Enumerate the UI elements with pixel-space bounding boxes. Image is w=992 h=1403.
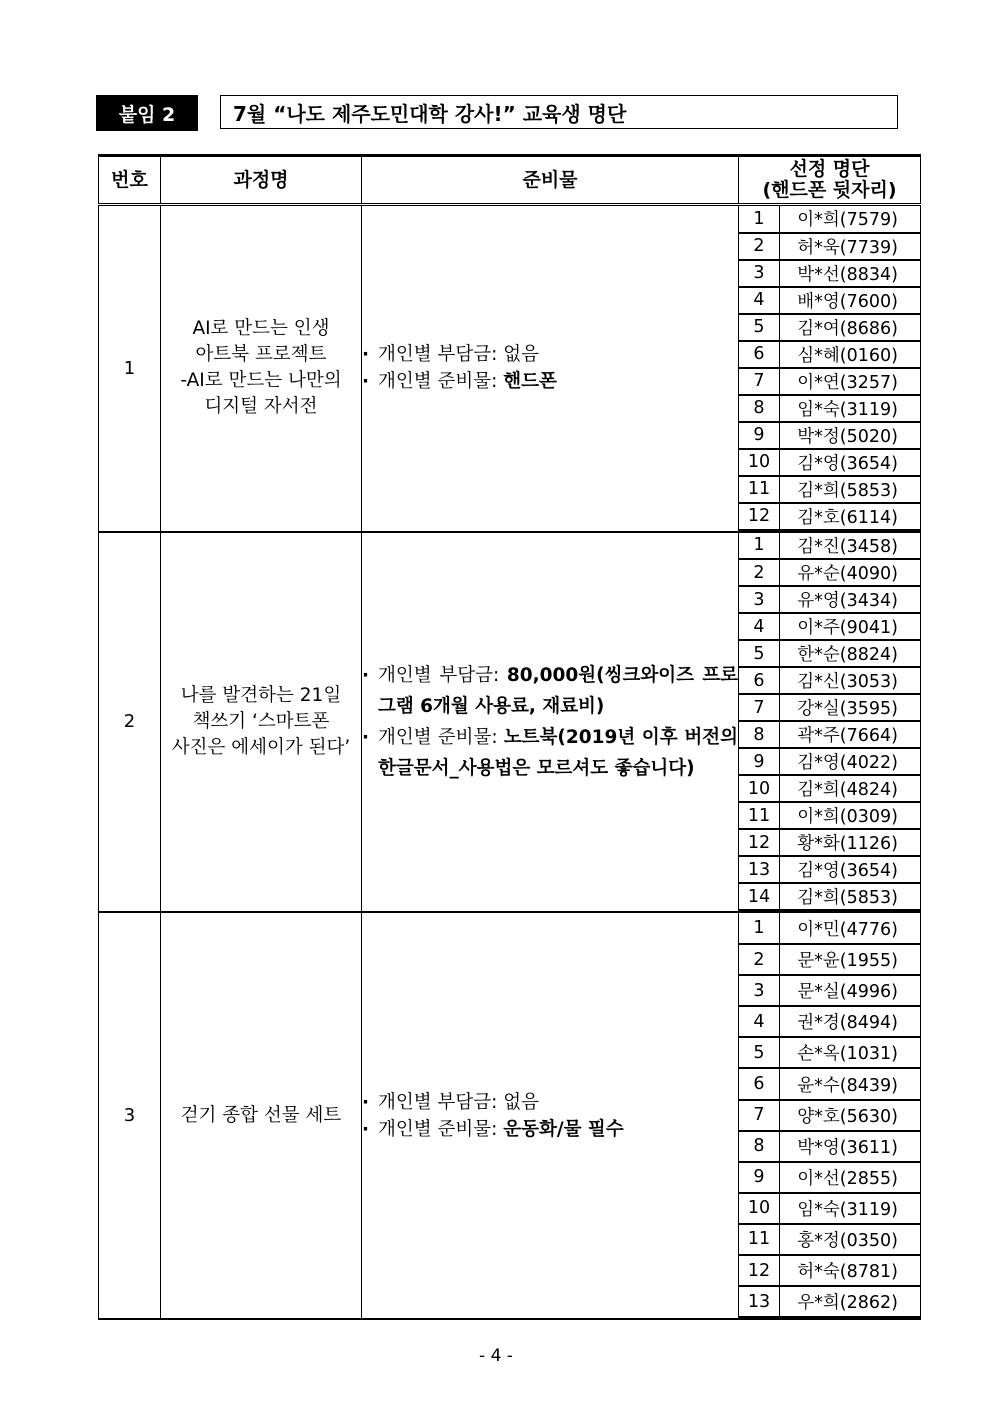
list-name: 배*영(7600) [780, 287, 921, 314]
list-name: 허*욱(7739) [780, 233, 921, 260]
page-number: - 4 - [479, 1346, 513, 1366]
list-index: 3 [739, 260, 780, 287]
course-line: 걷기 종합 선물 세트 [180, 1104, 342, 1126]
list-item [739, 559, 920, 586]
selected-table [739, 206, 920, 531]
list-index: 5 [739, 640, 780, 667]
trainee-table [98, 154, 921, 1320]
supply-value-bold: 노트북(2019년 이후 버전의 한글문서_사용법은 모르셔도 좋습니다) [378, 726, 738, 779]
list-item [739, 449, 920, 476]
list-name: 김*영(4022) [780, 748, 921, 775]
list-index: 12 [739, 829, 780, 856]
list-item [739, 1100, 920, 1131]
list-index: 13 [739, 856, 780, 883]
list-item [739, 586, 920, 613]
supply-value: 없음 [503, 1091, 539, 1113]
supply-label: 개인별 준비물: [378, 726, 504, 748]
list-item [739, 1255, 920, 1286]
list-index: 4 [739, 1006, 780, 1037]
supply-item [362, 660, 738, 722]
course-line: 책쓰기 ‘스마트폰 [192, 710, 330, 732]
list-name: 문*실(4996) [780, 975, 921, 1006]
list-item [739, 613, 920, 640]
list-item [739, 395, 920, 422]
list-index: 2 [739, 944, 780, 975]
supplies [362, 912, 739, 1319]
header-selected-title: 선정 명단 [789, 158, 870, 181]
list-name: 우*희(2862) [780, 1286, 921, 1317]
list-index: 12 [739, 1255, 780, 1286]
list-item [739, 775, 920, 802]
list-name: 김*희(4824) [780, 775, 921, 802]
row-number: 2 [99, 532, 161, 913]
list-item [739, 368, 920, 395]
list-index: 9 [739, 1162, 780, 1193]
list-index: 7 [739, 368, 780, 395]
selected-table [739, 533, 920, 912]
page-title: 7월 “나도 제주도민대학 강사!” 교육생 명단 [220, 95, 898, 129]
list-index: 11 [739, 476, 780, 503]
list-item [739, 233, 920, 260]
list-item [739, 314, 920, 341]
course-name [161, 205, 362, 532]
list-item [739, 883, 920, 910]
header-course: 과정명 [161, 156, 362, 205]
list-item [739, 667, 920, 694]
list-name: 김*호(6114) [780, 503, 921, 530]
list-item [739, 1006, 920, 1037]
list-item [739, 1162, 920, 1193]
list-name: 양*호(5630) [780, 1100, 921, 1131]
course-name [161, 912, 362, 1319]
list-index: 7 [739, 1100, 780, 1131]
list-name: 손*옥(1031) [780, 1037, 921, 1068]
list-name: 황*화(1126) [780, 829, 921, 856]
table-row [99, 912, 921, 1319]
list-item [739, 913, 920, 944]
header-supplies: 준비물 [362, 156, 739, 205]
list-name: 한*순(8824) [780, 640, 921, 667]
row-number: 3 [99, 912, 161, 1319]
list-index: 7 [739, 694, 780, 721]
row-number: 1 [99, 205, 161, 532]
course-line: AI로 만드는 인생 [192, 318, 330, 340]
list-item [739, 341, 920, 368]
list-index: 2 [739, 559, 780, 586]
list-name: 박*선(8834) [780, 260, 921, 287]
attachment-tag: 붙임 2 [96, 95, 198, 131]
list-name: 김*신(3053) [780, 667, 921, 694]
list-index: 12 [739, 503, 780, 530]
supply-label: 개인별 부담금: [378, 1091, 504, 1113]
list-name: 곽*주(7664) [780, 721, 921, 748]
list-item [739, 422, 920, 449]
list-index: 2 [739, 233, 780, 260]
supply-label: 개인별 준비물: [378, 1118, 504, 1140]
list-index: 6 [739, 667, 780, 694]
list-item [739, 206, 920, 233]
list-item [739, 1131, 920, 1162]
selected-list [739, 205, 921, 532]
list-index: 5 [739, 314, 780, 341]
supply-value-bold: 운동화/물 필수 [503, 1118, 624, 1140]
list-index: 4 [739, 613, 780, 640]
list-index: 14 [739, 883, 780, 910]
list-item [739, 944, 920, 975]
supply-value-bold: 핸드폰 [503, 371, 557, 393]
list-name: 이*선(2855) [780, 1162, 921, 1193]
list-name: 윤*수(8439) [780, 1068, 921, 1099]
list-index: 3 [739, 586, 780, 613]
list-index: 1 [739, 913, 780, 944]
table-row [99, 205, 921, 532]
list-name: 홍*정(0350) [780, 1224, 921, 1255]
list-name: 이*민(4776) [780, 913, 921, 944]
course-line: -AI로 만드는 나만의 [180, 370, 342, 392]
selected-list [739, 912, 921, 1319]
selected-list [739, 532, 921, 913]
table-header-row [99, 156, 921, 205]
list-item [739, 975, 920, 1006]
list-index: 8 [739, 721, 780, 748]
header-selected-sub: (핸드폰 뒷자리) [762, 179, 897, 201]
list-item [739, 260, 920, 287]
list-name: 박*정(5020) [780, 422, 921, 449]
list-index: 9 [739, 748, 780, 775]
list-index: 6 [739, 1068, 780, 1099]
list-item [739, 503, 920, 530]
list-name: 허*숙(8781) [780, 1255, 921, 1286]
list-name: 박*영(3611) [780, 1131, 921, 1162]
supply-label: 개인별 부담금: [378, 344, 504, 366]
list-index: 10 [739, 1193, 780, 1224]
list-index: 9 [739, 422, 780, 449]
list-name: 이*주(9041) [780, 613, 921, 640]
list-item [739, 1068, 920, 1099]
list-item [739, 694, 920, 721]
list-item [739, 829, 920, 856]
list-name: 김*희(5853) [780, 476, 921, 503]
list-index: 11 [739, 1224, 780, 1255]
list-item [739, 640, 920, 667]
list-item [739, 748, 920, 775]
course-line: 아트북 프로젝트 [195, 344, 327, 366]
list-item [739, 287, 920, 314]
supply-value-bold: 80,000원(씽크와이즈 프로그램 6개월 사용료, 재료비) [378, 664, 738, 717]
list-name: 김*진(3458) [780, 533, 921, 560]
supply-item [362, 722, 738, 784]
supplies [362, 532, 739, 913]
list-item [739, 476, 920, 503]
list-name: 문*윤(1955) [780, 944, 921, 975]
list-index: 5 [739, 1037, 780, 1068]
list-item [739, 856, 920, 883]
course-name [161, 532, 362, 913]
list-name: 이*희(7579) [780, 206, 921, 233]
supply-item [362, 1089, 738, 1116]
list-index: 8 [739, 1131, 780, 1162]
supply-label: 개인별 부담금: [378, 664, 507, 686]
header-number: 번호 [99, 156, 161, 205]
supplies [362, 205, 739, 532]
supply-item [362, 368, 738, 395]
list-name: 강*실(3595) [780, 694, 921, 721]
selected-table [739, 913, 920, 1318]
list-index: 10 [739, 775, 780, 802]
list-name: 유*영(3434) [780, 586, 921, 613]
list-index: 1 [739, 533, 780, 560]
list-item [739, 1224, 920, 1255]
list-index: 4 [739, 287, 780, 314]
course-line: 나를 발견하는 21일 [180, 684, 342, 706]
list-index: 6 [739, 341, 780, 368]
list-index: 8 [739, 395, 780, 422]
table-row [99, 532, 921, 913]
supply-value: 없음 [503, 344, 539, 366]
list-item [739, 1193, 920, 1224]
list-item [739, 721, 920, 748]
list-name: 임*숙(3119) [780, 395, 921, 422]
list-name: 김*희(5853) [780, 883, 921, 910]
course-line: 사진은 에세이가 된다’ [171, 736, 351, 758]
supply-label: 개인별 준비물: [378, 371, 504, 393]
list-name: 임*숙(3119) [780, 1193, 921, 1224]
course-line: 디지털 자서전 [204, 396, 318, 418]
list-name: 김*여(8686) [780, 314, 921, 341]
list-name: 이*희(0309) [780, 802, 921, 829]
list-item [739, 802, 920, 829]
header-selected [739, 156, 921, 205]
supply-item [362, 341, 738, 368]
list-name: 김*영(3654) [780, 449, 921, 476]
list-name: 이*연(3257) [780, 368, 921, 395]
list-name: 김*영(3654) [780, 856, 921, 883]
list-item [739, 1037, 920, 1068]
list-index: 11 [739, 802, 780, 829]
list-name: 유*순(4090) [780, 559, 921, 586]
list-index: 13 [739, 1286, 780, 1317]
list-item [739, 533, 920, 560]
list-name: 심*혜(0160) [780, 341, 921, 368]
list-item [739, 1286, 920, 1317]
list-name: 권*경(8494) [780, 1006, 921, 1037]
list-index: 1 [739, 206, 780, 233]
supply-item [362, 1116, 738, 1143]
list-index: 3 [739, 975, 780, 1006]
list-index: 10 [739, 449, 780, 476]
